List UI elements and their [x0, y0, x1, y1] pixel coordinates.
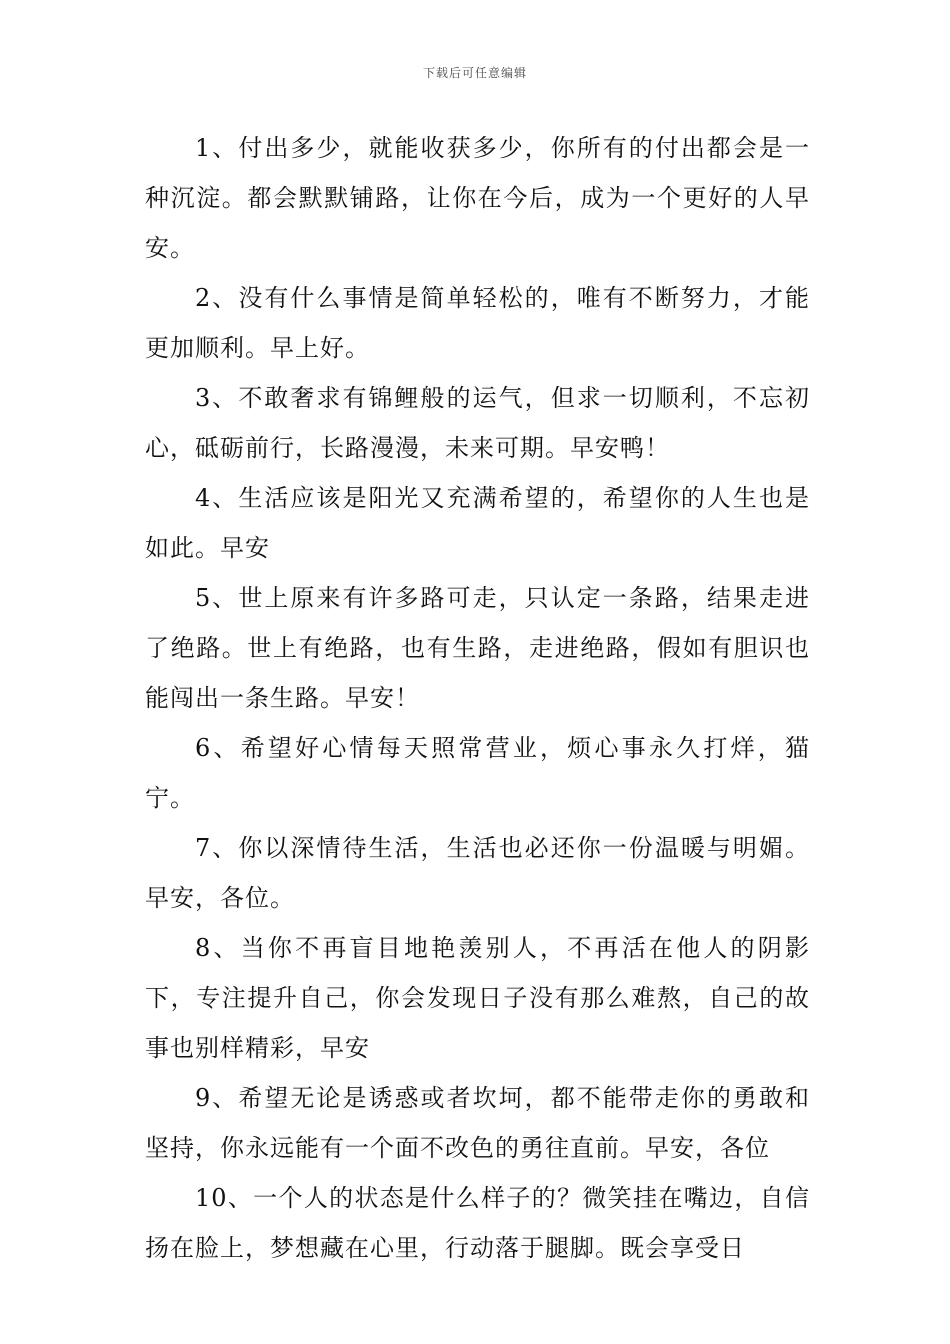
document-body	[145, 123, 810, 1273]
paragraph-2: 2、没有什么事情是简单轻松的，唯有不断努力，才能更加顺利。早上好。	[145, 284, 810, 362]
paragraph-5: 5、世上原来有许多路可走，只认定一条路，结果走进了绝路。世上有绝路，也有生路，走进绝路，假如有胆识也能闯出一条生路。早安！	[145, 584, 810, 712]
paragraph-8: 8、当你不再盲目地艳羡别人，不再活在他人的阴影下，专注提升自己，你会发现日子没有那么难熬，自己的故事也别样精彩，早安	[145, 934, 810, 1062]
paragraph-6: 6、希望好心情每天照常营业，烦心事永久打烊，猫宁。	[145, 734, 810, 812]
paragraph-7: 7、你以深情待生活，生活也必还你一份温暖与明媚。早安，各位。	[145, 834, 810, 912]
page-header-note: 下载后可任意编辑	[422, 66, 527, 80]
paragraph-10: 10、一个人的状态是什么样子的？微笑挂在嘴边，自信扬在脸上，梦想藏在心里，行动落于腿脚。既会享受日	[145, 1184, 810, 1262]
paragraph-9: 9、希望无论是诱惑或者坎坷，都不能带走你的勇敢和坚持，你永远能有一个面不改色的勇往直前。早安，各位	[145, 1084, 810, 1162]
paragraph-4: 4、生活应该是阳光又充满希望的，希望你的人生也是如此。早安	[145, 484, 810, 562]
paragraph-3: 3、不敢奢求有锦鲤般的运气，但求一切顺利，不忘初心，砥砺前行，长路漫漫，未来可期。早安鸭！	[145, 384, 810, 462]
paragraph-1: 1、付出多少，就能收获多少，你所有的付出都会是一种沉淀。都会默默铺路，让你在今后，成为一个更好的人早安。	[145, 134, 810, 262]
